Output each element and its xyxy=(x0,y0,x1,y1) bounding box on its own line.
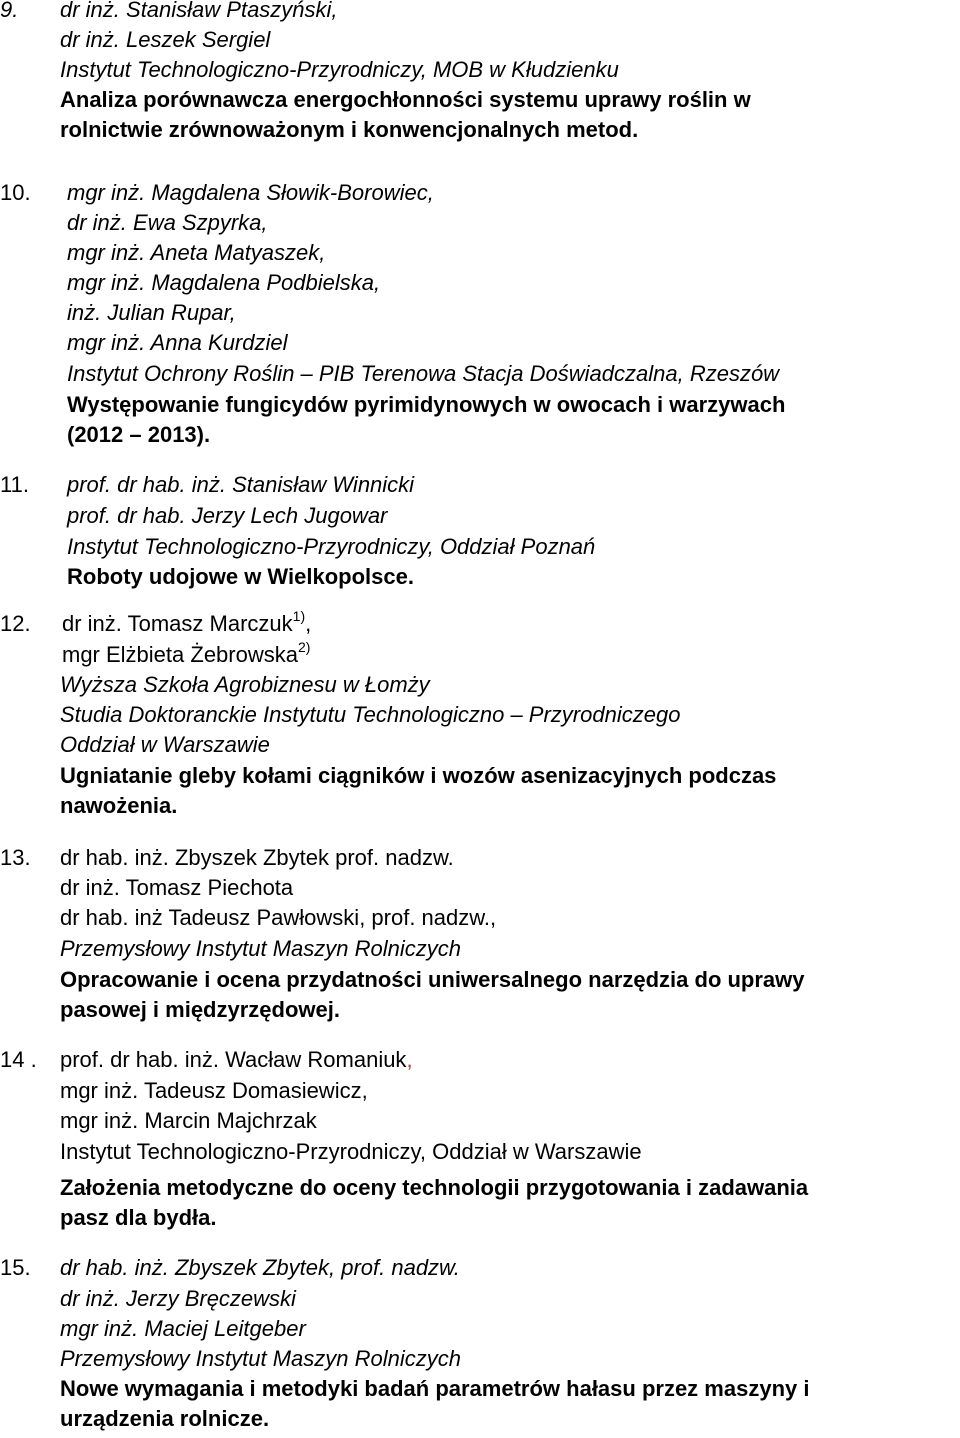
paper-title: Analiza porównawcza energochłonności systemu uprawy roślin w xyxy=(60,87,751,112)
author: mgr inż. Aneta Matyaszek, xyxy=(67,240,326,265)
author: mgr inż. Magdalena Podbielska, xyxy=(67,270,381,295)
affiliation-mark: 1) xyxy=(292,607,306,624)
entry-number: 12. xyxy=(0,611,31,636)
paper-title: nawożenia. xyxy=(60,793,178,818)
paper-title: Roboty udojowe w Wielkopolsce. xyxy=(67,564,414,589)
author-line xyxy=(62,609,311,639)
author: inż. Julian Rupar, xyxy=(67,300,236,325)
entry-number: 15. xyxy=(0,1255,31,1280)
author: mgr inż. Anna Kurdziel xyxy=(67,330,288,355)
paper-title: (2012 – 2013). xyxy=(67,422,211,447)
entry-number: 10. xyxy=(0,180,31,205)
paper-title: urządzenia rolnicze. xyxy=(60,1406,270,1431)
entry-number: 14 . xyxy=(0,1047,37,1072)
entry-number: 9. xyxy=(0,0,19,22)
author: dr hab. inż. Zbyszek Zbytek, prof. nadzw. xyxy=(60,1255,460,1280)
author: mgr inż. Magdalena Słowik-Borowiec, xyxy=(67,180,434,205)
institution: Wyższa Szkoła Agrobiznesu w Łomży xyxy=(60,672,430,697)
institution: Studia Doktoranckie Instytutu Technologiczno – Przyrodniczego xyxy=(60,702,681,727)
author: prof. dr hab. inż. Stanisław Winnicki xyxy=(67,472,415,497)
paper-title: pasz dla bydła. xyxy=(60,1205,217,1230)
author: prof. dr hab. Jerzy Lech Jugowar xyxy=(67,503,388,528)
paper-title: Ugniatanie gleby kołami ciągników i wozów asenizacyjnych podczas xyxy=(60,763,777,788)
author: dr inż. Tomasz Piechota xyxy=(60,875,294,900)
institution: Instytut Technologiczno-Przyrodniczy, Oddział Poznań xyxy=(67,534,596,559)
institution: Oddział w Warszawie xyxy=(60,732,270,757)
institution: Instytut Technologiczno-Przyrodniczy, Oddział w Warszawie xyxy=(60,1139,642,1164)
author-separator: , xyxy=(406,1047,413,1072)
paper-title: rolnictwie zrównoważonym i konwencjonalnych metod. xyxy=(60,117,639,142)
entry-number: 11. xyxy=(0,472,29,497)
paper-title: pasowej i międzyrzędowej. xyxy=(60,997,340,1022)
paper-title: Opracowanie i ocena przydatności uniwersalnego narzędzia do uprawy xyxy=(60,967,805,992)
author: mgr inż. Marcin Majchrzak xyxy=(60,1108,317,1133)
paper-title: Nowe wymagania i metodyki badań parametrów hałasu przez maszyny i xyxy=(60,1376,810,1401)
author: mgr inż. Tadeusz Domasiewicz, xyxy=(60,1078,368,1103)
author-separator: , xyxy=(305,611,312,636)
author: dr hab. inż Tadeusz Pawłowski, prof. nadzw., xyxy=(60,905,497,930)
author-line xyxy=(62,640,310,670)
author: dr inż. Tomasz Marczuk xyxy=(62,611,293,636)
author: dr inż. Leszek Sergiel xyxy=(60,27,271,52)
author: dr inż. Jerzy Bręczewski xyxy=(60,1286,296,1311)
author: dr inż. Ewa Szpyrka, xyxy=(67,210,268,235)
author: dr hab. inż. Zbyszek Zbytek prof. nadzw. xyxy=(60,845,454,870)
institution: Instytut Technologiczno-Przyrodniczy, MOB w Kłudzienku xyxy=(60,57,619,82)
author: mgr Elżbieta Żebrowska xyxy=(62,642,298,667)
entry-number: 13. xyxy=(0,845,31,870)
author: prof. dr hab. inż. Wacław Romaniuk xyxy=(60,1047,407,1072)
institution: Instytut Ochrony Roślin – PIB Terenowa Stacja Doświadczalna, Rzeszów xyxy=(67,361,780,386)
author-line xyxy=(60,1045,413,1075)
author: dr inż. Stanisław Ptaszyński, xyxy=(60,0,338,22)
paper-title: Występowanie fungicydów pyrimidynowych w owocach i warzywach xyxy=(67,392,786,417)
paper-title: Założenia metodyczne do oceny technologii przygotowania i zadawania xyxy=(60,1175,809,1200)
author: mgr inż. Maciej Leitgeber xyxy=(60,1316,306,1341)
institution: Przemysłowy Instytut Maszyn Rolniczych xyxy=(60,936,461,961)
affiliation-mark: 2) xyxy=(297,638,311,655)
institution: Przemysłowy Instytut Maszyn Rolniczych xyxy=(60,1346,461,1371)
